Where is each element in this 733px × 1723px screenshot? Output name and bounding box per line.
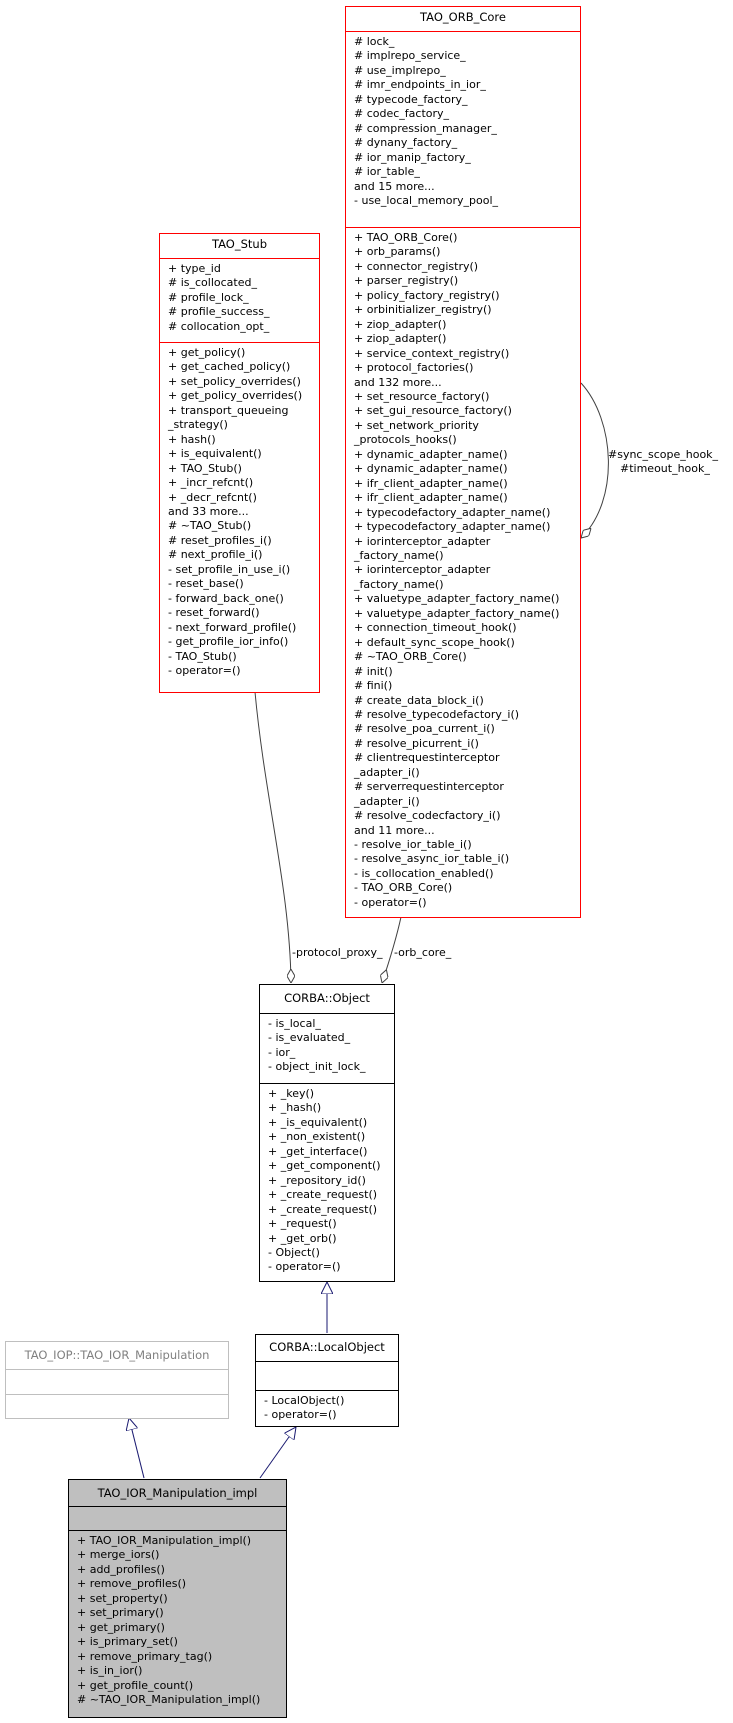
- class-title: CORBA::Object: [284, 991, 370, 1005]
- member-line: - set_profile_in_use_i(): [168, 562, 291, 576]
- member-line: + _non_existent(): [268, 1130, 366, 1144]
- member-line: - operator=(): [264, 1408, 337, 1422]
- member-line: # ior_table_: [354, 165, 420, 179]
- member-line: # profile_success_: [168, 305, 270, 319]
- member-line: _adapter_i(): [354, 765, 420, 779]
- member-line: - reset_forward(): [168, 606, 260, 620]
- member-line: + set_primary(): [77, 1606, 164, 1620]
- attributes-section: [256, 1361, 398, 1390]
- member-line: # dynany_factory_: [354, 136, 458, 150]
- class-box-tao-orb-core[interactable]: [345, 6, 581, 918]
- methods-section: [346, 227, 580, 913]
- member-line: - reset_base(): [168, 577, 244, 591]
- member-line: + set_resource_factory(): [354, 389, 490, 403]
- class-title: CORBA::LocalObject: [269, 1340, 385, 1354]
- edge-label-protocol-proxy: -protocol_proxy_: [292, 946, 383, 959]
- member-line: # resolve_codecfactory_i(): [354, 809, 501, 823]
- attributes-section: [160, 258, 319, 342]
- member-line: - is_local_: [268, 1017, 321, 1030]
- member-line: + iorinterceptor_adapter: [354, 563, 491, 577]
- member-line: - Object(): [268, 1245, 320, 1259]
- member-line: and 11 more...: [354, 823, 435, 837]
- member-line: + service_context_registry(): [354, 346, 510, 360]
- edge-protocol-proxy: [255, 692, 291, 983]
- member-line: - LocalObject(): [264, 1394, 345, 1407]
- class-box-corba-localobject[interactable]: [255, 1334, 399, 1427]
- member-line: + _get_orb(): [268, 1231, 337, 1245]
- member-line: # resolve_poa_current_i(): [354, 722, 495, 736]
- edge-inherit-impl-manipulation: [129, 1418, 144, 1478]
- class-title: TAO_IOR_Manipulation_impl: [97, 1486, 258, 1500]
- member-line: + TAO_IOR_Manipulation_impl(): [77, 1534, 252, 1547]
- member-line: _factory_name(): [354, 548, 444, 562]
- member-line: - TAO_Stub(): [168, 649, 237, 663]
- member-line: - get_profile_ior_info(): [168, 635, 289, 649]
- member-line: + _request(): [268, 1217, 337, 1231]
- member-line: + dynamic_adapter_name(): [354, 462, 508, 476]
- member-line: + default_sync_scope_hook(): [354, 635, 515, 649]
- member-line: + _repository_id(): [268, 1173, 366, 1187]
- member-line: # codec_factory_: [354, 107, 450, 121]
- member-line: + _key(): [268, 1087, 315, 1100]
- edge-inherit-impl-localobject: [260, 1427, 296, 1478]
- member-line: + ifr_client_adapter_name(): [354, 476, 508, 490]
- member-line: + remove_primary_tag(): [77, 1649, 213, 1663]
- member-line: # ~TAO_IOR_Manipulation_impl(): [77, 1692, 261, 1706]
- edge-label-timeout-hook: #timeout_hook_: [620, 462, 710, 475]
- member-line: _strategy(): [168, 418, 228, 432]
- member-line: + set_property(): [77, 1591, 168, 1605]
- member-line: # compression_manager_: [354, 121, 497, 135]
- attributes-section: [260, 1013, 394, 1083]
- member-line: + parser_registry(): [354, 274, 459, 288]
- member-line: # reset_profiles_i(): [168, 533, 272, 547]
- member-line: # init(): [354, 664, 393, 678]
- member-line: # next_profile_i(): [168, 548, 263, 562]
- member-line: + ifr_client_adapter_name(): [354, 491, 508, 505]
- methods-section: [6, 1394, 228, 1401]
- member-line: + connector_registry(): [354, 259, 479, 273]
- methods-section: [160, 342, 319, 681]
- member-line: - resolve_async_ior_table_i(): [354, 852, 510, 866]
- member-line: + is_primary_set(): [77, 1635, 178, 1649]
- member-line: # implrepo_service_: [354, 49, 466, 63]
- edge-label-sync-scope-hook: #sync_scope_hook_: [608, 448, 719, 461]
- member-line: + TAO_Stub(): [168, 461, 242, 475]
- member-line: # ~TAO_ORB_Core(): [354, 650, 467, 664]
- member-line: + is_equivalent(): [168, 447, 262, 461]
- member-line: - is_evaluated_: [268, 1031, 351, 1045]
- member-line: + typecodefactory_adapter_name(): [354, 520, 551, 534]
- member-line: + set_gui_resource_factory(): [354, 404, 512, 418]
- member-line: + get_policy(): [168, 346, 246, 359]
- member-line: + _create_request(): [268, 1202, 378, 1216]
- member-line: + typecodefactory_adapter_name(): [354, 505, 551, 519]
- class-box-tao-ior-manipulation[interactable]: [5, 1341, 229, 1419]
- member-line: - ior_: [268, 1045, 296, 1059]
- member-line: and 33 more...: [168, 504, 249, 518]
- member-line: - forward_back_one(): [168, 591, 284, 605]
- member-line: # imr_endpoints_in_ior_: [354, 78, 486, 92]
- member-line: + _decr_refcnt(): [168, 490, 257, 504]
- member-line: # serverrequestinterceptor: [354, 780, 504, 794]
- attributes-section: [6, 1369, 228, 1394]
- member-line: - use_local_memory_pool_: [354, 193, 499, 207]
- member-line: + ziop_adapter(): [354, 317, 447, 331]
- member-line: + _create_request(): [268, 1188, 378, 1202]
- member-line: + _hash(): [268, 1101, 322, 1115]
- attributes-section: [69, 1506, 286, 1530]
- methods-section: [256, 1390, 398, 1426]
- member-line: + get_profile_count(): [77, 1678, 194, 1692]
- member-line: # collocation_opt_: [168, 319, 270, 333]
- member-line: - operator=(): [354, 895, 427, 909]
- methods-section: [260, 1083, 394, 1278]
- class-title: TAO_ORB_Core: [420, 10, 506, 24]
- member-line: - next_forward_profile(): [168, 620, 297, 634]
- edge-self-hooks: [581, 383, 608, 538]
- member-line: _adapter_i(): [354, 794, 420, 808]
- member-line: + transport_queueing: [168, 403, 289, 417]
- member-line: # is_collocated_: [168, 276, 257, 290]
- member-line: # use_implrepo_: [354, 63, 446, 77]
- member-line: # resolve_typecodefactory_i(): [354, 707, 520, 721]
- member-line: - resolve_ior_table_i(): [354, 838, 472, 852]
- member-line: + _is_equivalent(): [268, 1115, 368, 1129]
- class-title: TAO_Stub: [212, 237, 267, 251]
- member-line: - operator=(): [168, 663, 241, 677]
- member-line: + get_primary(): [77, 1620, 165, 1634]
- member-line: - is_collocation_enabled(): [354, 866, 494, 880]
- member-line: and 132 more...: [354, 375, 442, 389]
- member-line: + orb_params(): [354, 245, 441, 259]
- member-line: + _get_component(): [268, 1159, 381, 1173]
- member-line: - TAO_ORB_Core(): [354, 881, 453, 895]
- class-box-corba-object[interactable]: [259, 984, 395, 1282]
- member-line: # typecode_factory_: [354, 92, 468, 106]
- member-line: - operator=(): [268, 1260, 341, 1274]
- member-line: + ziop_adapter(): [354, 332, 447, 346]
- class-box-tao-stub[interactable]: [159, 233, 320, 693]
- attributes-section: [346, 31, 580, 227]
- member-line: # profile_lock_: [168, 290, 249, 304]
- member-line: + valuetype_adapter_factory_name(): [354, 606, 560, 620]
- member-line: + orbinitializer_registry(): [354, 303, 492, 317]
- member-line: _factory_name(): [354, 577, 444, 591]
- member-line: + policy_factory_registry(): [354, 288, 500, 302]
- member-line: + merge_iors(): [77, 1548, 160, 1562]
- member-line: + valuetype_adapter_factory_name(): [354, 592, 560, 606]
- member-line: + _incr_refcnt(): [168, 476, 254, 490]
- member-line: + iorinterceptor_adapter: [354, 534, 491, 548]
- methods-section: [69, 1530, 286, 1710]
- member-line: and 15 more...: [354, 179, 435, 193]
- edge-label-orb-core: -orb_core_: [394, 946, 452, 959]
- member-line: + connection_timeout_hook(): [354, 621, 517, 635]
- member-line: + set_network_priority: [354, 418, 479, 432]
- member-line: + dynamic_adapter_name(): [354, 447, 508, 461]
- member-line: + is_in_ior(): [77, 1664, 143, 1678]
- class-box-tao-ior-manipulation-impl[interactable]: [68, 1479, 287, 1718]
- member-line: # lock_: [354, 35, 395, 48]
- member-line: # resolve_picurrent_i(): [354, 736, 479, 750]
- member-line: _protocols_hooks(): [354, 433, 457, 447]
- member-line: + hash(): [168, 432, 216, 446]
- member-line: # ~TAO_Stub(): [168, 519, 252, 533]
- member-line: + TAO_ORB_Core(): [354, 231, 458, 244]
- member-line: # ior_manip_factory_: [354, 150, 471, 164]
- member-line: - object_init_lock_: [268, 1060, 366, 1074]
- member-line: + get_policy_overrides(): [168, 389, 303, 403]
- member-line: + remove_profiles(): [77, 1577, 187, 1591]
- member-line: + protocol_factories(): [354, 361, 474, 375]
- member-line: # create_data_block_i(): [354, 693, 484, 707]
- member-line: + _get_interface(): [268, 1144, 368, 1158]
- class-title: TAO_IOP::TAO_IOR_Manipulation: [24, 1348, 210, 1362]
- member-line: # fini(): [354, 679, 393, 693]
- member-line: + get_cached_policy(): [168, 360, 291, 374]
- member-line: + set_policy_overrides(): [168, 374, 301, 388]
- member-line: + type_id: [168, 262, 221, 275]
- member-line: + add_profiles(): [77, 1562, 165, 1576]
- member-line: # clientrequestinterceptor: [354, 751, 500, 765]
